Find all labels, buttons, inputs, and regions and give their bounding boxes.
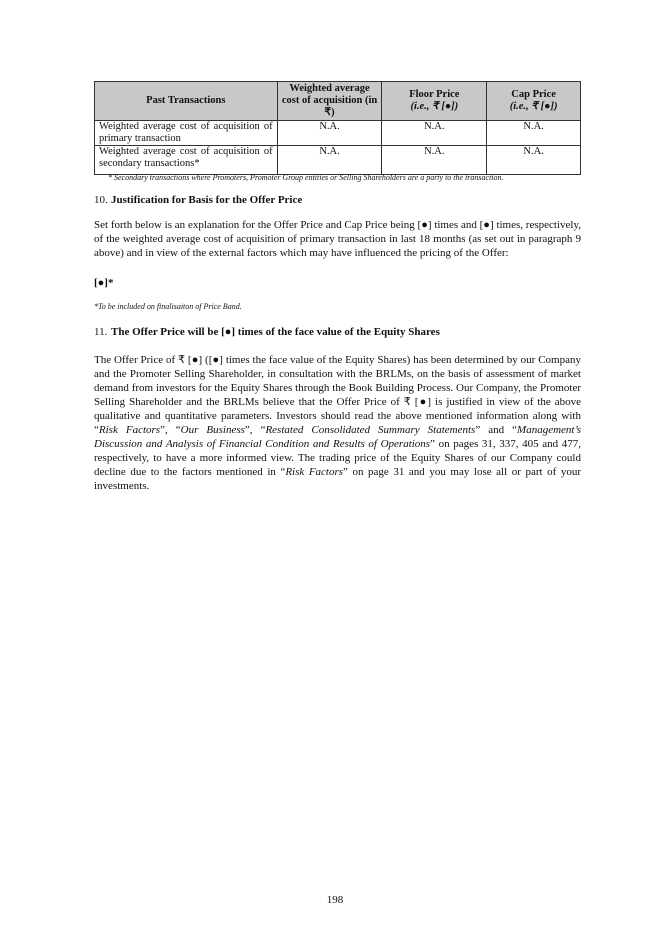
table-cell: N.A. xyxy=(382,121,487,146)
page-number: 198 xyxy=(326,894,344,906)
table-header-row xyxy=(95,82,581,121)
price-band-note: *To be included on finalisaiton of Price Band. xyxy=(94,302,242,311)
section-11-paragraph: The Offer Price of ₹ [●] ([●] times the face value of the Equity Shares) has been determined by our Company and the Promoter Selling Shareholder, in consultation with the BRLMs, on the basis of assessment of market demand from investors for the Equity Shares through the Book Building Process. Our Company, the Promoter Selling Shareholder and the BRLMs believe that the Offer Price of ₹ [●] is justified in view of the above qualitative and quantitative parameters. Investors should read the above mentioned information along with “Risk Factors”, “Our Business”, “Restated Consolidated Summary Statements” and “Management’s Discussion and Analysis of Financial Condition and Results of Operations” on pages 31, 337, 405 and 477, respectively, to have a more informed view. The trading price of the Equity Shares of our Company could decline due to the factors mentioned in “Risk Factors” on page 31 and you may lose all or part of your investments. xyxy=(94,354,581,492)
table-cell: N.A. xyxy=(277,121,382,146)
table-row xyxy=(95,146,581,175)
price-placeholder: [●]* xyxy=(94,277,114,289)
past-transactions-table xyxy=(94,81,581,175)
section-11-heading: 11. The Offer Price will be [●] times of the face value of the Equity Shares xyxy=(94,326,440,338)
section-10-heading: 10. Justification for Basis for the Offer Price xyxy=(94,194,303,206)
column-header: Past Transactions xyxy=(95,82,278,121)
table-cell: N.A. xyxy=(277,146,382,175)
table-cell: N.A. xyxy=(487,146,581,175)
table-footnote: * Secondary transactions where Promoters, Promoter Group entities or Selling Shareholders are a party to the transaction. xyxy=(108,173,504,182)
column-header: Cap Price (i.e., ₹ [●]) xyxy=(487,82,581,121)
section-10-paragraph: Set forth below is an explanation for the Offer Price and Cap Price being [●] times and [●] times, respectively, of the weighted average cost of acquisition of primary transaction in last 18 months (as set out in paragraph 9 above) and in view of the external factors which may have influenced the pricing of the Offer: xyxy=(94,219,581,259)
table-cell: N.A. xyxy=(487,121,581,146)
column-header: Floor Price (i.e., ₹ [●]) xyxy=(382,82,487,121)
table-cell: N.A. xyxy=(382,146,487,175)
table-cell: Weighted average cost of acquisition of secondary transactions* xyxy=(95,146,278,175)
table-row xyxy=(95,121,581,146)
table-cell: Weighted average cost of acquisition of primary transaction xyxy=(95,121,278,146)
column-header: Weighted average cost of acquisition (in ₹) xyxy=(277,82,382,121)
